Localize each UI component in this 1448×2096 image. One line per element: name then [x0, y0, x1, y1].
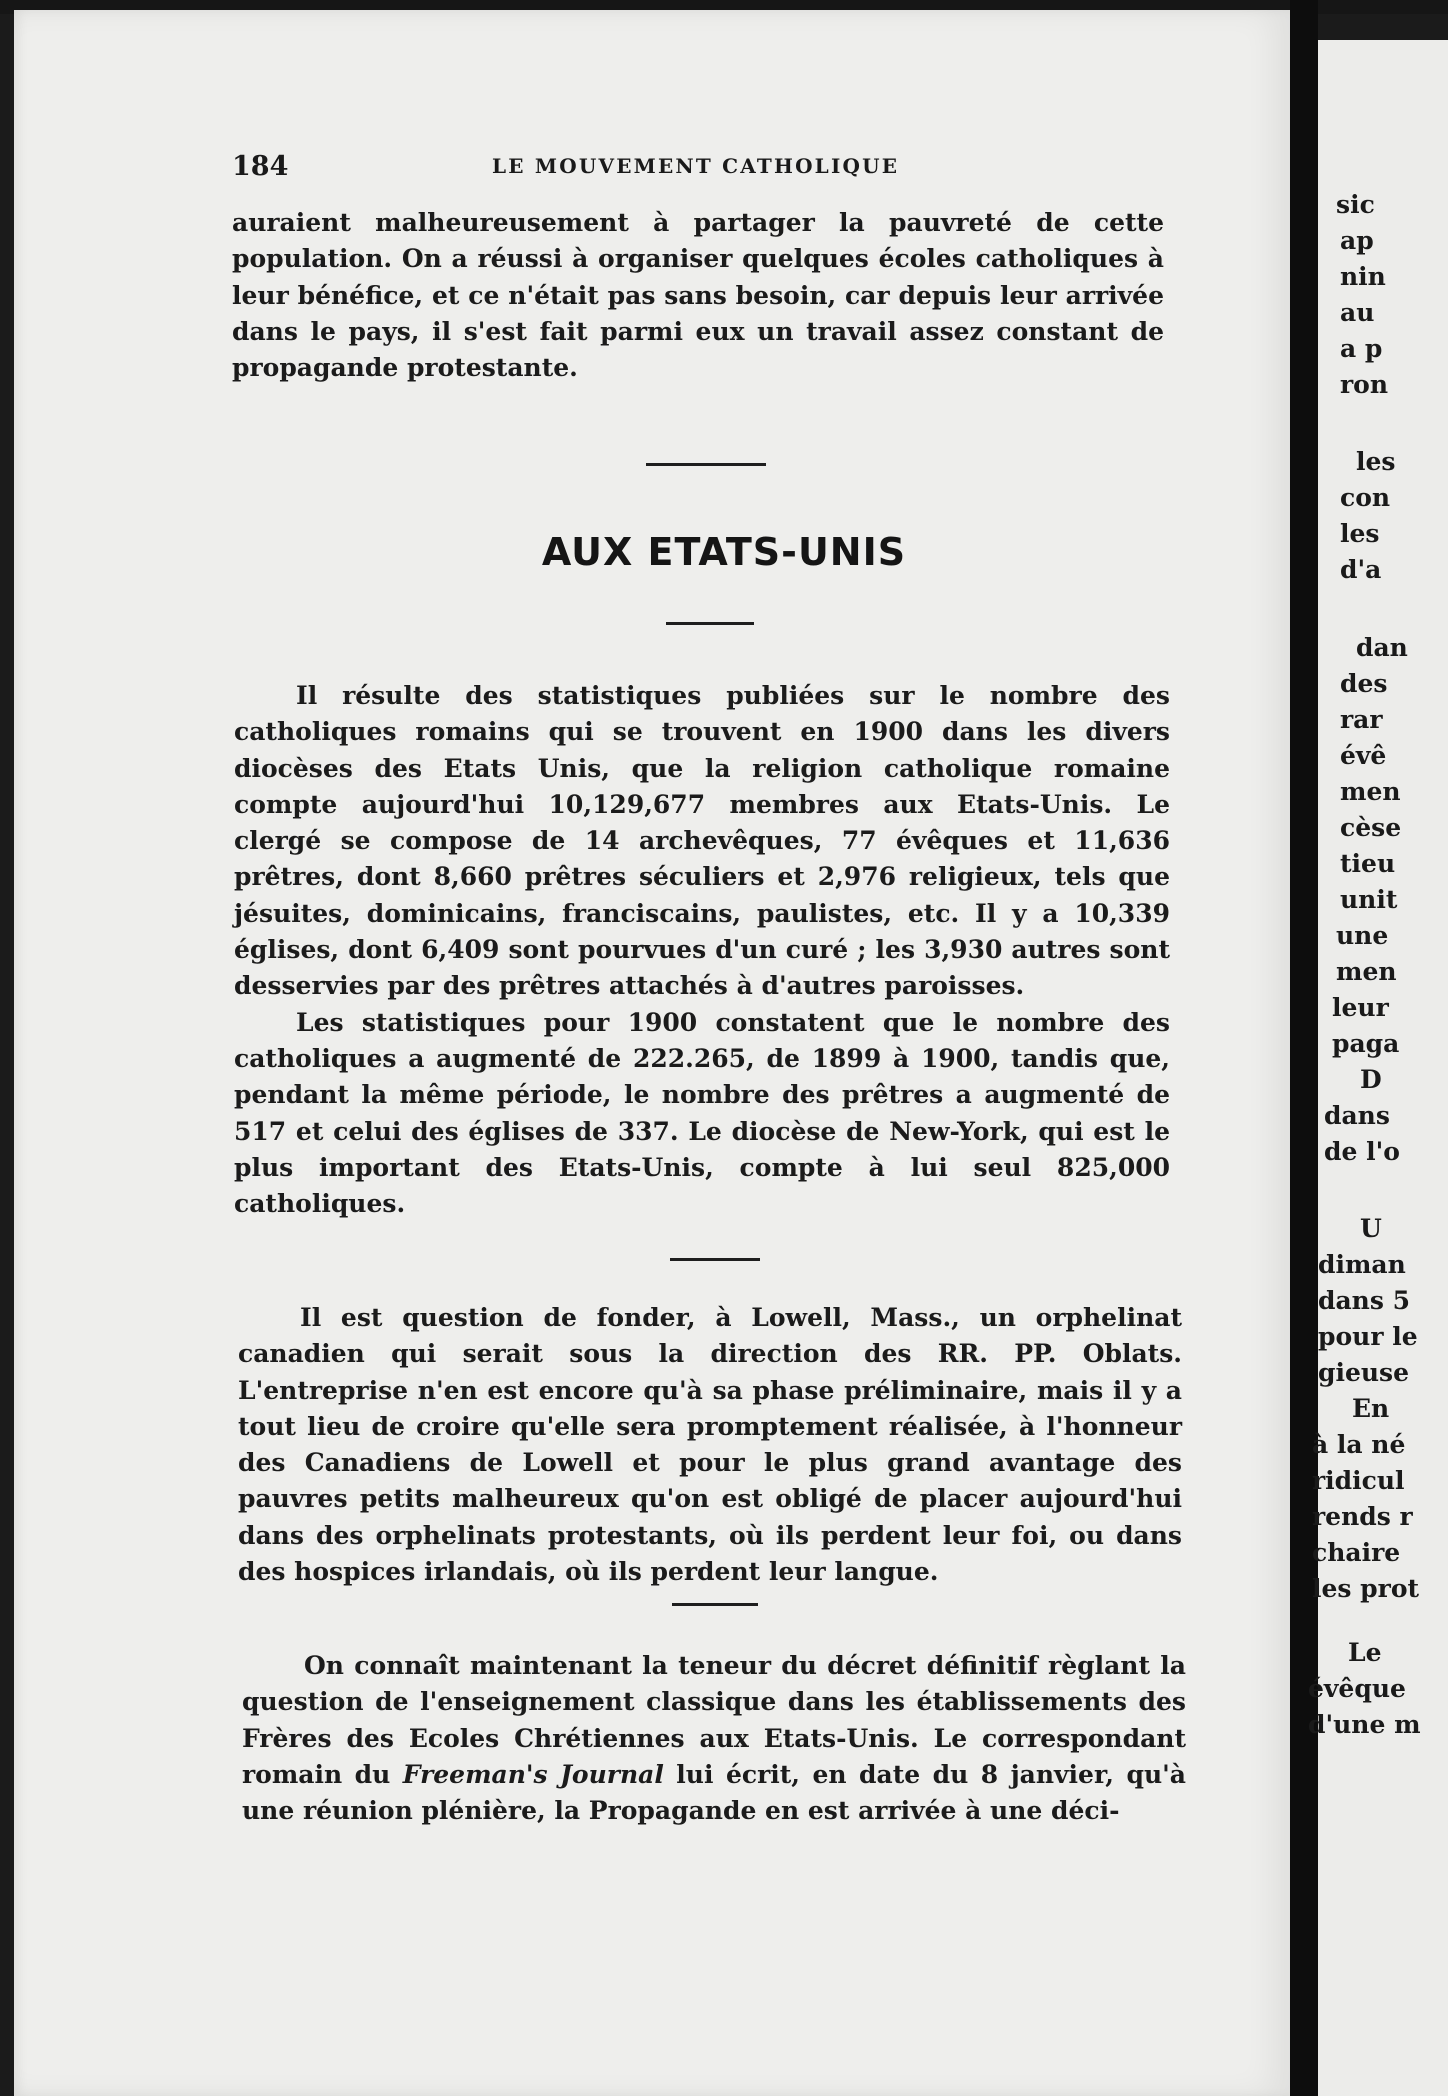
facing-line: men	[1340, 777, 1401, 806]
facing-line: pour le	[1318, 1322, 1418, 1351]
facing-line: diman	[1318, 1250, 1406, 1279]
facing-line: Le	[1348, 1638, 1382, 1667]
facing-line: a p	[1340, 334, 1383, 363]
book-gutter	[1290, 0, 1318, 2096]
facing-line: leur	[1332, 993, 1389, 1022]
facing-line: au	[1340, 298, 1375, 327]
facing-line: dans 5	[1318, 1286, 1411, 1315]
journal-name: Freeman's Journal	[402, 1759, 664, 1789]
facing-line: les prot	[1312, 1574, 1420, 1603]
page-header	[14, 151, 1290, 187]
left-page	[14, 10, 1290, 2096]
heading-underline	[666, 622, 754, 625]
page-number: 184	[232, 151, 289, 182]
facing-line: nin	[1340, 262, 1386, 291]
orphanage-paragraph: Il est question de fonder, à Lowell, Mass., un orphelinat canadien qui serait sous la direction des RR. PP. Oblats. L'entreprise n'en est encore qu'à sa phase préliminaire, mais il y a tout lieu de croire qu'elle sera promptement réalisée, à l'honneur des Canadiens de Lowell et pour le plus grand avantage des pauvres petits malheureux qu'on est obligé de placer aujourd'hui dans des orphelinats protestants, où ils perdent leur foi, ou dans des hospices irlandais, où ils perdent leur langue.	[238, 1303, 1182, 1587]
facing-line: men	[1336, 957, 1397, 986]
facing-line: D	[1360, 1065, 1382, 1094]
stats-paragraph-1: Il résulte des statistiques publiées sur le nombre des catholiques romains qui se trouvent en 1900 dans les divers diocèses des Etats Unis, que la religion catholique romaine compte aujourd'hui 10,129,677 membres aux Etats-Unis. Le clergé se compose de 14 archevêques, 77 évêques et 11,636 prêtres, dont 8,660 prêtres séculiers et 2,976 religieux, tels que jésuites, dominicains, franciscains, paulistes, etc. Il y a 10,339 églises, dont 6,409 sont pourvues d'un curé ; les 3,930 autres sont desservies par des prêtres attachés à d'autres paroisses.	[234, 681, 1170, 1001]
section-heading: AUX ETATS-UNIS	[541, 530, 907, 574]
facing-line: unit	[1340, 885, 1398, 914]
running-title: LE MOUVEMENT CATHOLIQUE	[492, 154, 900, 178]
facing-line: à la né	[1312, 1430, 1406, 1459]
facing-line: tieu	[1340, 849, 1396, 878]
facing-line: évêque	[1308, 1674, 1406, 1703]
facing-line: En	[1352, 1394, 1390, 1423]
facing-line: des	[1340, 669, 1388, 698]
facing-line: rar	[1340, 705, 1383, 734]
decree-text-after: lui écrit, en date du 8 janvier, qu'à une réunion plénière, la Propagande en est arrivée à une déci-	[242, 1759, 1186, 1826]
facing-line: con	[1340, 483, 1391, 512]
facing-line: les	[1356, 447, 1396, 476]
facing-line: une	[1336, 921, 1389, 950]
facing-line: U	[1360, 1214, 1382, 1243]
intro-block	[232, 205, 1164, 386]
divider-after-stats	[670, 1258, 760, 1261]
facing-line: paga	[1332, 1029, 1400, 1058]
divider-after-orphanage	[672, 1603, 758, 1606]
facing-line: de l'o	[1324, 1137, 1400, 1166]
facing-page	[1308, 40, 1448, 2096]
facing-line: sic	[1336, 190, 1375, 219]
facing-line: ap	[1340, 226, 1374, 255]
facing-line: cèse	[1340, 813, 1402, 842]
orphanage-block	[238, 1300, 1182, 1590]
intro-paragraph: auraient malheureusement à partager la pauvreté de cette population. On a réussi à organiser quelques écoles catholiques à leur bénéfice, et ce n'était pas sans besoin, car depuis leur arrivée dans le pays, il s'est fait parmi eux un travail assez constant de propagande protestante.	[232, 208, 1164, 383]
facing-line: ron	[1340, 370, 1389, 399]
facing-line: dans	[1324, 1101, 1390, 1130]
section-divider-top	[646, 463, 766, 466]
facing-line: ridicul	[1312, 1466, 1405, 1495]
facing-line: d'une m	[1308, 1710, 1421, 1739]
stats-paragraph-2: Les statistiques pour 1900 constatent que le nombre des catholiques a augmenté de 222.265, de 1899 à 1900, tandis que, pendant la même période, le nombre des prêtres a augmenté de 517 et celui des églises de 337. Le diocèse de New-York, qui est le plus important des Etats-Unis, compte à lui seul 825,000 catholiques.	[234, 1007, 1170, 1219]
facing-line: d'a	[1340, 555, 1382, 584]
facing-line: dan	[1356, 633, 1408, 662]
facing-line: évê	[1340, 741, 1387, 770]
decree-block	[242, 1648, 1186, 1829]
stats-block	[234, 678, 1170, 1222]
facing-line: gieuse	[1318, 1358, 1410, 1387]
decree-text-before: On connaît maintenant la teneur du décret définitif règlant la question de l'enseignement classique dans les établissements des Frères des Ecoles Chrétiennes aux Etats-Unis. Le correspondant romain du	[242, 1651, 1186, 1789]
facing-line: chaire	[1312, 1538, 1401, 1567]
facing-line: les	[1340, 519, 1380, 548]
facing-line: rends r	[1312, 1502, 1413, 1531]
decree-paragraph	[242, 1648, 1186, 1829]
